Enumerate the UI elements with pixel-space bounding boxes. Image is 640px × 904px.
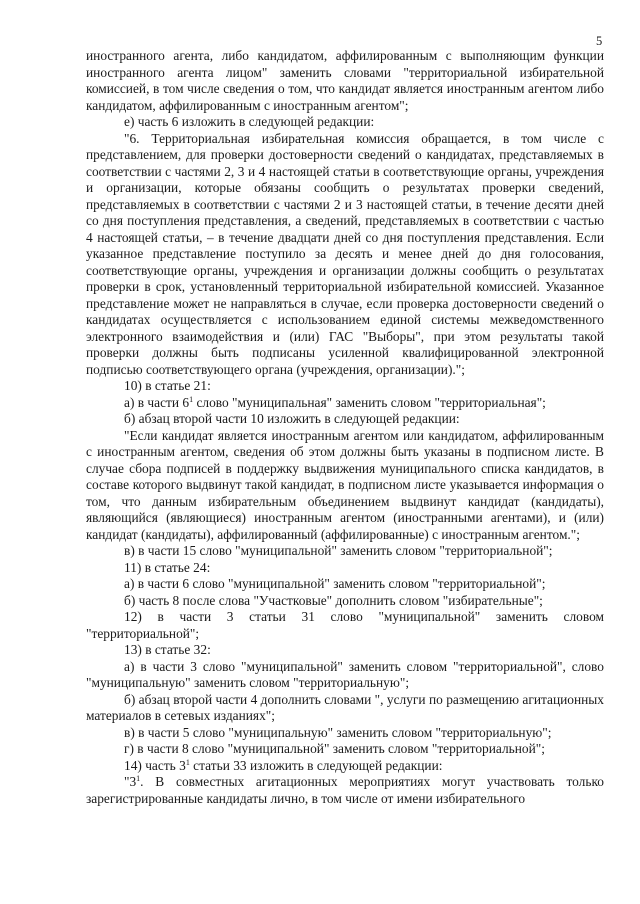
paragraph-item-10: 10) в статье 21: [124, 378, 211, 393]
paragraph-item-11b: б) часть 8 после слова "Участковые" дополнить словом "избирательные"; [124, 592, 543, 608]
paragraph-item-10v: в) в части 15 слово "муниципальной" заменить словом "территориальной"; [124, 543, 553, 558]
paragraph-item-11a: а) в части 6 слово "муниципальной" заменить словом "территориальной"; [124, 576, 546, 591]
paragraph-part-6: "6. Территориальная избирательная комиссия обращается, в том числе с представлением, для проверки достоверности сведений о кандидатах, представляемых в соответствии с частями 2, 3 и 4 настоящей статьи в соответствующие органы, учреждения и организации, которые обязаны сообщить о результатах проверки сведений, представляемых в соответствии с частями 2 и 3 настоящей статьи, в течение десяти дней со дня поступления представления, а сведений, представляемых в соответствии с частью 4 настоящей статьи, – в течение двадцати дней со дня поступления представления. Если указанное представление поступило за десять и менее дней до дня голосования, соответствующие органы, учреждения и организации должны сообщить о результатах проверки в срок, установленный территориальной избирательной комиссией. Указанное представление может не направляться в случае, если проверка достоверности сведений о кандидатах осуществляется с использованием единой системы межведомственного электронного взаимодействия и (или) ГАС "Выборы", при этом результаты такой проверки должны быть подписаны усиленной квалифицированной электронной подписью соответствующего органа (учреждения, организации)."; [86, 130, 604, 377]
paragraph-item-13v: в) в части 5 слово "муниципальную" заменить словом "территориальную"; [124, 724, 552, 740]
paragraph-item-10a: а) в части $6^1$ слово "муниципальная" заменить словом "территориальная"; [124, 394, 546, 410]
paragraph-part-3-1: "$3^1$. В совместных агитационных мероприятиях могут участвовать только зарегистрированные кандидаты лично, в том числе от имени избирательного [86, 774, 604, 806]
paragraph-item-13b: б) абзац второй части 4 дополнить словами ", услуги по размещению агитационных материалов в сетевых изданиях"; [86, 691, 604, 723]
paragraph-item-13a: а) в части 3 слово "муниципальной" заменить словом "территориальной", слово "муниципальную" заменить словом "территориальную"; [86, 658, 604, 690]
page-number: 5 [596, 34, 603, 48]
paragraph-item-14: 14) часть $3^1$ статьи 33 изложить в следующей редакции: [124, 757, 443, 773]
paragraph-item-12: 12) в части 3 статьи 31 слово "муниципальной" заменить словом "территориальной"; [86, 609, 604, 641]
paragraph-item-e: е) часть 6 изложить в следующей редакции: [124, 114, 375, 129]
document-body [86, 48, 604, 807]
paragraph-item-13g: г) в части 8 слово "муниципальной" заменить словом "территориальной"; [124, 741, 545, 756]
paragraph-continuation: иностранного агента, либо кандидатом, аффилированным с выполняющим функции иностранного агента лицом" заменить словами "территориальной избирательной комиссией, в том числе сведения о том, что кандидат является иностранным агентом либо кандидатом, аффилированным с иностранным агентом"; [86, 48, 604, 113]
paragraph-item-13: 13) в статье 32: [124, 642, 211, 657]
paragraph-quote-foreign-agent: "Если кандидат является иностранным агентом или кандидатом, аффилированным с иностранным агентом, сведения об этом должны быть указаны в подписном листе. В случае сбора подписей в поддержку выдвижения муниципального списка кандидатов, в составе которого выдвинут такой кандидат, в подписном листе указывается информация о том, что данным избирательным объединением выдвинут кандидат (кандидаты), являющийся (являющиеся) иностранным агентом (иностранными агентами), и (или) кандидат (кандидаты), аффилированный (аффилированные) с иностранным агентом."; [86, 427, 604, 542]
paragraph-item-10b: б) абзац второй части 10 изложить в следующей редакции: [124, 411, 460, 426]
paragraph-item-11: 11) в статье 24: [124, 559, 211, 575]
